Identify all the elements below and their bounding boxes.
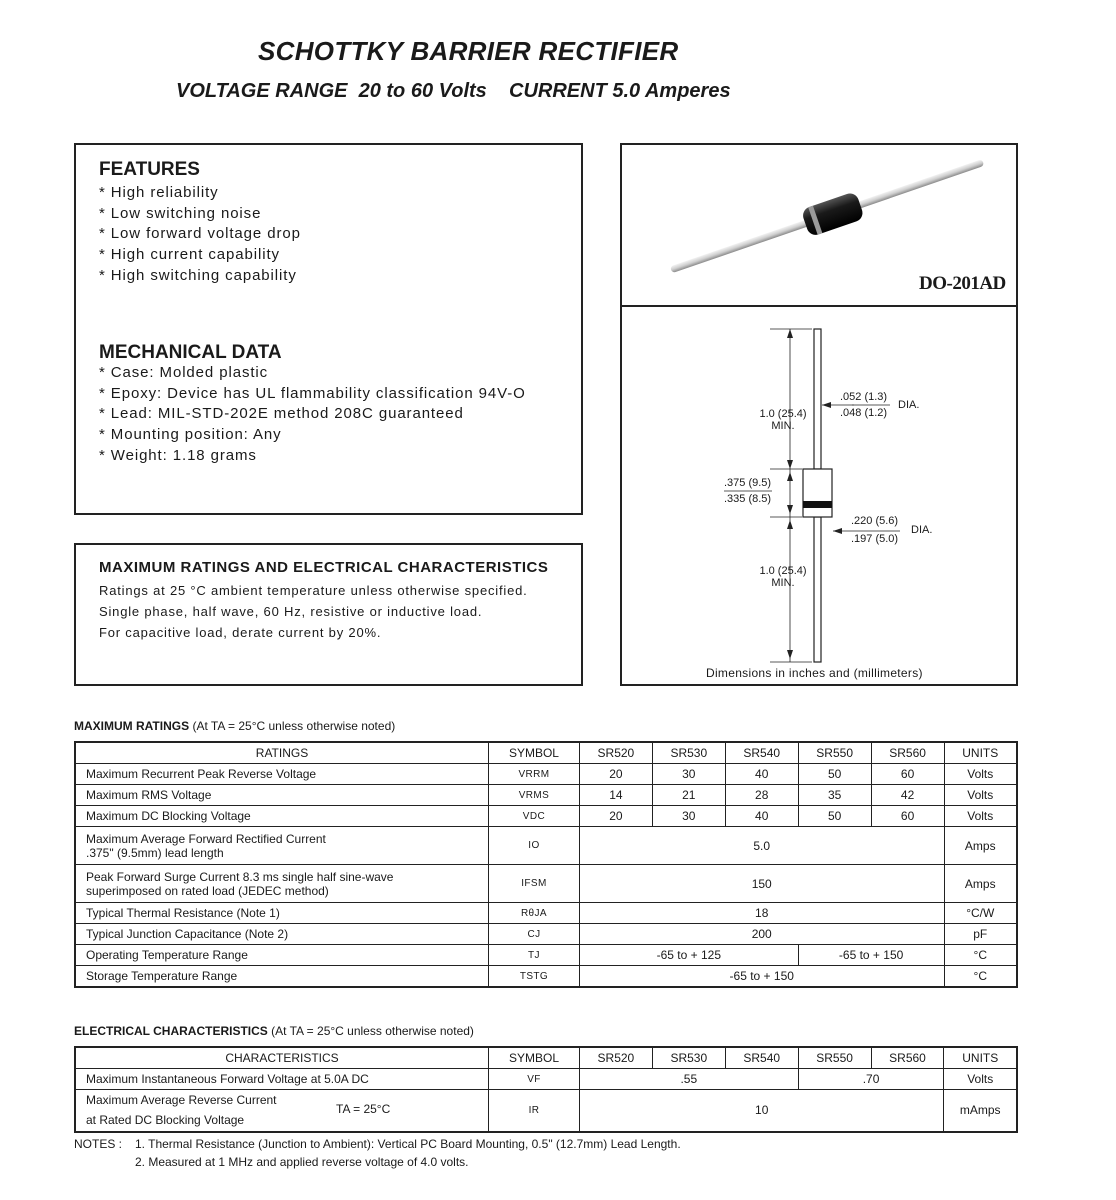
row-unit: Amps — [944, 827, 1017, 865]
column-header: SR550 — [798, 1047, 871, 1069]
table-row — [75, 1069, 1017, 1090]
row-label: Operating Temperature Range — [75, 945, 489, 966]
row-label — [75, 1090, 489, 1132]
row-unit: Volts — [944, 806, 1017, 827]
column-header: RATINGS — [75, 742, 489, 764]
row-label: Maximum RMS Voltage — [75, 785, 489, 806]
row-label: Maximum Recurrent Peak Reverse Voltage — [75, 764, 489, 785]
row-symbol: IO — [489, 827, 580, 865]
cell-value: 18 — [579, 903, 944, 924]
mechanical-item: * Epoxy: Device has UL flammability classification 94V-O — [99, 384, 526, 402]
table-header-row — [75, 742, 1017, 764]
package-label: DO-201AD — [919, 273, 1006, 294]
cell-value: 30 — [652, 806, 725, 827]
ratings-notes — [99, 581, 528, 643]
features-heading: FEATURES — [99, 159, 200, 180]
lead-length-bottom-min: MIN. — [771, 577, 795, 589]
table-row — [75, 806, 1017, 827]
row-label: Maximum Instantaneous Forward Voltage at 5.0A DC — [75, 1069, 489, 1090]
row-symbol: VRMS — [489, 785, 580, 806]
package-photo-box — [620, 143, 1018, 307]
lead-length-bottom-value: 1.0 (25.4) — [759, 565, 807, 577]
row-label — [75, 827, 489, 865]
cell-value: 200 — [579, 924, 944, 945]
mechanical-heading: MECHANICAL DATA — [99, 342, 282, 363]
row-label: Storage Temperature Range — [75, 966, 489, 988]
cell-value: 5.0 — [579, 827, 944, 865]
row-label-line: superimposed on rated load (JEDEC method) — [86, 883, 329, 898]
ratings-info-box — [74, 543, 583, 686]
cell-value: 42 — [871, 785, 944, 806]
dimension-drawing-box — [620, 305, 1018, 686]
electrical-caption-rest: (At TA = 25°C unless otherwise noted) — [267, 1024, 474, 1038]
body-diameter-max: .220 (5.6) — [851, 515, 899, 527]
row-unit: °C/W — [944, 903, 1017, 924]
column-header: UNITS — [944, 742, 1017, 764]
table-row — [75, 865, 1017, 903]
row-label: Typical Thermal Resistance (Note 1) — [75, 903, 489, 924]
max-ratings-caption-rest: (At TA = 25°C unless otherwise noted) — [189, 719, 396, 733]
lead-diameter-min: .048 (1.2) — [840, 407, 888, 419]
lead-length-top — [753, 408, 813, 432]
electrical-caption — [74, 1024, 474, 1038]
cell-value: 40 — [725, 806, 798, 827]
mechanical-item: * Weight: 1.18 grams — [99, 446, 257, 464]
dimension-caption: Dimensions in inches and (millimeters) — [706, 666, 923, 680]
table-row — [75, 764, 1017, 785]
notes — [74, 1135, 122, 1153]
lead-dia-label: DIA. — [898, 399, 920, 411]
column-header: UNITS — [944, 1047, 1017, 1069]
max-ratings-table — [74, 741, 1018, 988]
cell-value: 60 — [871, 764, 944, 785]
cell-value: 40 — [725, 764, 798, 785]
max-ratings-caption — [74, 719, 395, 733]
column-header: SR530 — [652, 742, 725, 764]
cell-value: .70 — [798, 1069, 944, 1090]
row-symbol: TJ — [489, 945, 580, 966]
table-row — [75, 966, 1017, 988]
column-header: SR550 — [798, 742, 871, 764]
cell-value: 20 — [579, 806, 652, 827]
cell-value: 50 — [798, 806, 871, 827]
notes-prefix: NOTES : — [74, 1137, 123, 1151]
body-length-min: .335 (8.5) — [724, 493, 772, 505]
row-label-line: .375" (9.5mm) lead length — [86, 845, 224, 860]
row-label-line: Maximum Average Reverse Current — [86, 1093, 277, 1108]
row-symbol: RθJA — [489, 903, 580, 924]
row-symbol: IR — [489, 1090, 580, 1132]
table-row — [75, 924, 1017, 945]
column-header: SR540 — [725, 1047, 798, 1069]
row-symbol: CJ — [489, 924, 580, 945]
cell-value: 50 — [798, 764, 871, 785]
page-subtitle: VOLTAGE RANGE 20 to 60 Volts CURRENT 5.0 Amperes — [176, 80, 731, 102]
page-title: SCHOTTKY BARRIER RECTIFIER — [258, 36, 679, 66]
column-header: SYMBOL — [489, 1047, 580, 1069]
column-header: SR560 — [871, 1047, 944, 1069]
cell-value: 28 — [725, 785, 798, 806]
cell-value: .55 — [579, 1069, 798, 1090]
features-item: * High switching capability — [99, 266, 297, 284]
row-symbol: VRRM — [489, 764, 580, 785]
table-row — [75, 827, 1017, 865]
column-header: SYMBOL — [489, 742, 580, 764]
cell-value: 20 — [579, 764, 652, 785]
cell-value: 30 — [652, 764, 725, 785]
column-header: SR540 — [725, 742, 798, 764]
cell-value: -65 to + 150 — [579, 966, 944, 988]
row-unit: Volts — [944, 785, 1017, 806]
row-label-line: Maximum Average Forward Rectified Current — [86, 831, 326, 846]
features-box — [74, 143, 583, 515]
ratings-note-line: Single phase, half wave, 60 Hz, resistive or inductive load. — [99, 603, 483, 619]
lead-length-top-value: 1.0 (25.4) — [759, 408, 807, 420]
cell-value: 60 — [871, 806, 944, 827]
note-item: 2. Measured at 1 MHz and applied reverse voltage of 4.0 volts. — [135, 1155, 469, 1169]
features-item: * Low forward voltage drop — [99, 225, 301, 243]
body-length-max: .375 (9.5) — [724, 477, 772, 489]
cell-value: 35 — [798, 785, 871, 806]
row-unit: °C — [944, 945, 1017, 966]
mechanical-item: * Mounting position: Any — [99, 426, 282, 444]
features-item: * High reliability — [99, 184, 219, 201]
column-header: CHARACTERISTICS — [75, 1047, 489, 1069]
mechanical-item: * Lead: MIL-STD-202E method 208C guaranteed — [99, 405, 464, 423]
notes-list — [135, 1135, 681, 1171]
features-item: * Low switching noise — [99, 204, 262, 222]
note-item: 1. Thermal Resistance (Junction to Ambient): Vertical PC Board Mounting, 0.5" (12.7mm) Lead Length. — [135, 1137, 681, 1151]
row-unit: Volts — [944, 764, 1017, 785]
cell-value: 150 — [579, 865, 944, 903]
lead-length-bottom — [753, 565, 813, 589]
row-label-line: Peak Forward Surge Current 8.3 ms single half sine-wave — [86, 869, 394, 884]
column-header: SR520 — [579, 742, 652, 764]
mechanical-list — [99, 363, 526, 467]
body-dia-label: DIA. — [911, 524, 933, 536]
lead-diameter-max: .052 (1.3) — [840, 391, 888, 403]
row-label — [75, 865, 489, 903]
body-diameter-min: .197 (5.0) — [851, 533, 899, 545]
cell-value: 21 — [652, 785, 725, 806]
table-row — [75, 1090, 1017, 1132]
row-symbol: IFSM — [489, 865, 580, 903]
features-list — [99, 183, 301, 287]
ratings-note-line: For capacitive load, derate current by 20%. — [99, 624, 382, 640]
row-symbol: VDC — [489, 806, 580, 827]
column-header: SR530 — [652, 1047, 725, 1069]
row-unit: mAmps — [944, 1090, 1017, 1132]
lead-length-top-min: MIN. — [771, 420, 795, 432]
row-symbol: TSTG — [489, 966, 580, 988]
row-unit: pF — [944, 924, 1017, 945]
row-symbol: VF — [489, 1069, 580, 1090]
electrical-caption-bold: ELECTRICAL CHARACTERISTICS — [74, 1024, 268, 1038]
row-label: Typical Junction Capacitance (Note 2) — [75, 924, 489, 945]
ratings-heading: MAXIMUM RATINGS AND ELECTRICAL CHARACTERISTICS — [99, 559, 549, 576]
row-condition: TA = 25°C — [336, 1102, 391, 1116]
table-row — [75, 945, 1017, 966]
cell-value: 14 — [579, 785, 652, 806]
table-header-row — [75, 1047, 1017, 1069]
dimension-drawing — [622, 307, 1016, 684]
mechanical-item: * Case: Molded plastic — [99, 364, 269, 381]
electrical-table — [74, 1046, 1018, 1133]
column-header: SR520 — [579, 1047, 652, 1069]
features-item: * High current capability — [99, 246, 280, 264]
max-ratings-caption-bold: MAXIMUM RATINGS — [74, 719, 190, 733]
row-label-line: at Rated DC Blocking Voltage — [86, 1113, 245, 1128]
cell-value: 10 — [579, 1090, 944, 1132]
ratings-note-line: Ratings at 25 °C ambient temperature unless otherwise specified. — [99, 583, 528, 598]
cell-value: -65 to + 125 — [579, 945, 798, 966]
row-label: Maximum DC Blocking Voltage — [75, 806, 489, 827]
cell-value: -65 to + 150 — [798, 945, 944, 966]
table-row — [75, 785, 1017, 806]
column-header: SR560 — [871, 742, 944, 764]
row-unit: Volts — [944, 1069, 1017, 1090]
table-row — [75, 903, 1017, 924]
row-unit: Amps — [944, 865, 1017, 903]
row-unit: °C — [944, 966, 1017, 988]
